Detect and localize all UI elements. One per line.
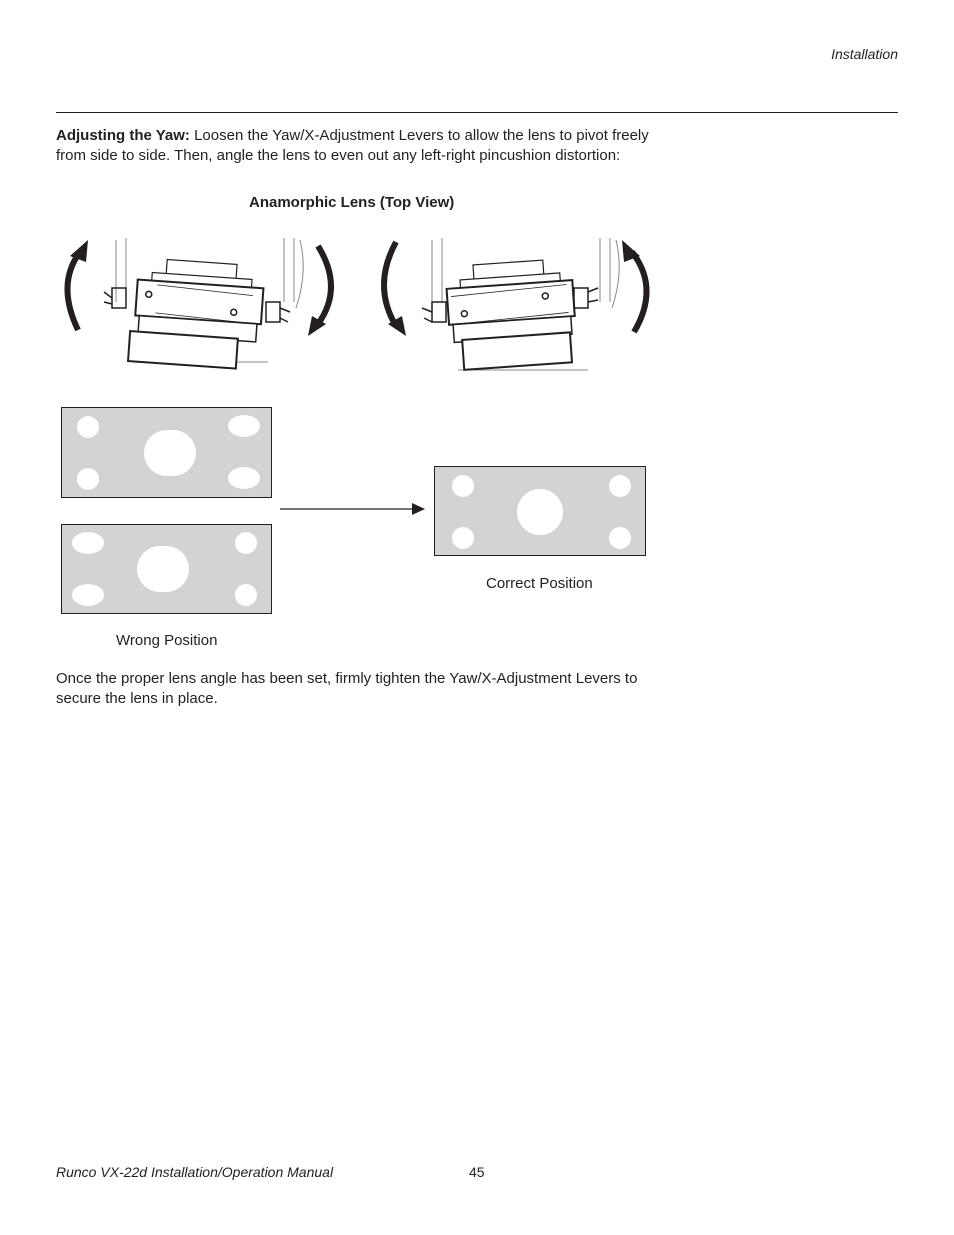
- wrong-pattern-panel-2: [61, 524, 272, 614]
- transition-arrow-icon: [280, 502, 426, 521]
- closing-paragraph: Once the proper lens angle has been set, firmly tighten the Yaw/X-Adjustment Levers to secure the lens in place.: [56, 670, 638, 707]
- footer-page-number: 45: [469, 1164, 485, 1180]
- intro-paragraph: [56, 126, 666, 165]
- rotate-arrow-left-icon: [67, 240, 88, 330]
- intro-text: Loosen the Yaw/X-Adjustment Levers to allow the lens to pivot freely from side to side. Then, angle the lens to even out any left-right pincushion distortion:: [56, 127, 649, 164]
- rotate-arrow-right-icon: [308, 246, 331, 336]
- correct-position-caption: Correct Position: [486, 575, 593, 592]
- lens-illustration-right: [372, 232, 662, 382]
- lens-illustration-left: [56, 232, 346, 382]
- footer-manual-title: Runco VX-22d Installation/Operation Manual: [56, 1164, 334, 1180]
- wrong-pattern-panel-1: [61, 407, 272, 498]
- header-rule: [56, 112, 898, 113]
- intro-lead: Adjusting the Yaw:: [56, 127, 190, 144]
- correct-pattern-panel: [434, 466, 646, 556]
- figure-title: Anamorphic Lens (Top View): [249, 194, 455, 211]
- running-header: Installation: [831, 46, 898, 62]
- rotate-arrow-down-left-icon: [384, 242, 406, 336]
- wrong-position-caption: Wrong Position: [116, 632, 218, 649]
- rotate-arrow-up-right-icon: [622, 240, 647, 332]
